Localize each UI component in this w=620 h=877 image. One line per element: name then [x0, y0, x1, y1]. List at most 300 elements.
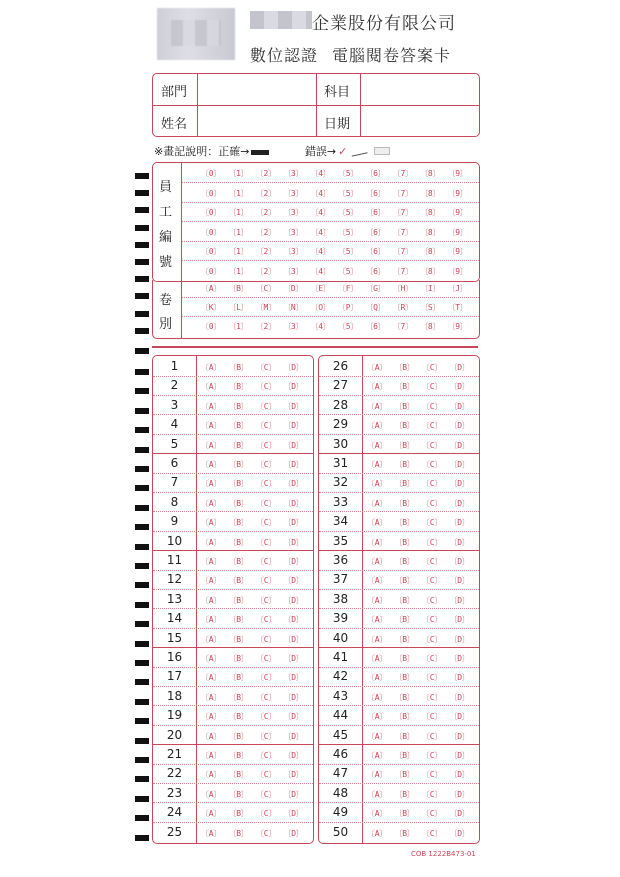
id-bubble-row4-9[interactable]: 〔9〕: [447, 227, 468, 237]
id-bubble-row6-1[interactable]: 〔1〕: [228, 266, 249, 276]
answer-bubble-q1-B[interactable]: 〔B〕: [228, 363, 249, 372]
type-bubble-R-r2[interactable]: 〔R〕: [392, 303, 413, 312]
answer-bubble-q9-A[interactable]: 〔A〕: [201, 518, 221, 528]
answer-bubble-q50-D[interactable]: 〔D〕: [449, 828, 470, 838]
id-bubble-row6-3[interactable]: 〔3〕: [283, 266, 304, 276]
id-bubble-row1-0[interactable]: 〔0〕: [201, 169, 221, 178]
answer-bubble-q7-A[interactable]: 〔A〕: [201, 479, 221, 489]
answer-bubble-q49-C[interactable]: 〔C〕: [422, 809, 442, 819]
answer-bubble-q16-B[interactable]: 〔B〕: [228, 654, 249, 663]
answer-bubble-q8-A[interactable]: 〔A〕: [201, 498, 221, 508]
answer-bubble-q25-B[interactable]: 〔B〕: [228, 828, 249, 838]
answer-bubble-q13-C[interactable]: 〔C〕: [256, 595, 276, 605]
answer-bubble-q39-A[interactable]: 〔A〕: [367, 615, 387, 625]
answer-bubble-q27-C[interactable]: 〔C〕: [422, 382, 442, 392]
answer-bubble-q49-B[interactable]: 〔B〕: [394, 809, 415, 819]
answer-bubble-q34-B[interactable]: 〔B〕: [394, 518, 415, 528]
answer-bubble-q33-D[interactable]: 〔D〕: [449, 498, 470, 508]
type-bubble-6-r3[interactable]: 〔6〕: [365, 322, 386, 331]
answer-bubble-q35-D[interactable]: 〔D〕: [449, 537, 470, 547]
answer-bubble-q13-D[interactable]: 〔D〕: [283, 595, 304, 605]
answer-bubble-q10-C[interactable]: 〔C〕: [256, 537, 276, 547]
answer-bubble-q5-C[interactable]: 〔C〕: [256, 440, 276, 450]
answer-bubble-q30-D[interactable]: 〔D〕: [449, 440, 470, 450]
id-bubble-row5-9[interactable]: 〔9〕: [447, 247, 468, 256]
answer-bubble-q40-A[interactable]: 〔A〕: [367, 634, 387, 644]
answer-bubble-q25-C[interactable]: 〔C〕: [256, 828, 276, 838]
answer-bubble-q38-A[interactable]: 〔A〕: [367, 595, 387, 605]
answer-bubble-q29-A[interactable]: 〔A〕: [367, 421, 387, 431]
answer-bubble-q11-A[interactable]: 〔A〕: [201, 557, 221, 566]
id-bubble-row3-3[interactable]: 〔3〕: [283, 208, 304, 217]
id-bubble-row3-0[interactable]: 〔0〕: [201, 208, 221, 217]
type-bubble-H-r1[interactable]: 〔H〕: [392, 284, 413, 293]
type-bubble-9-r3[interactable]: 〔9〕: [447, 322, 468, 331]
answer-bubble-q19-D[interactable]: 〔D〕: [283, 712, 304, 722]
id-bubble-row4-7[interactable]: 〔7〕: [392, 227, 413, 237]
answer-bubble-q44-D[interactable]: 〔D〕: [449, 712, 470, 722]
id-bubble-row5-5[interactable]: 〔5〕: [338, 247, 358, 256]
answer-bubble-q15-A[interactable]: 〔A〕: [201, 634, 221, 644]
answer-bubble-q36-B[interactable]: 〔B〕: [394, 557, 415, 566]
id-bubble-row1-8[interactable]: 〔8〕: [420, 169, 441, 178]
type-bubble-T-r2[interactable]: 〔T〕: [447, 303, 468, 312]
id-bubble-row1-5[interactable]: 〔5〕: [338, 169, 358, 178]
answer-bubble-q23-A[interactable]: 〔A〕: [201, 789, 221, 799]
answer-bubble-q5-D[interactable]: 〔D〕: [283, 440, 304, 450]
id-bubble-row1-6[interactable]: 〔6〕: [365, 169, 386, 178]
answer-bubble-q21-B[interactable]: 〔B〕: [228, 751, 249, 760]
answer-bubble-q29-B[interactable]: 〔B〕: [394, 421, 415, 431]
type-bubble-G-r1[interactable]: 〔G〕: [365, 284, 386, 293]
type-bubble-D-r1[interactable]: 〔D〕: [283, 284, 304, 293]
answer-bubble-q1-A[interactable]: 〔A〕: [201, 363, 221, 372]
answer-bubble-q8-B[interactable]: 〔B〕: [228, 498, 249, 508]
answer-bubble-q43-B[interactable]: 〔B〕: [394, 692, 415, 702]
answer-bubble-q3-C[interactable]: 〔C〕: [256, 401, 276, 411]
answer-bubble-q22-A[interactable]: 〔A〕: [201, 770, 221, 780]
id-bubble-row6-7[interactable]: 〔7〕: [392, 266, 413, 276]
answer-bubble-q22-D[interactable]: 〔D〕: [283, 770, 304, 780]
type-bubble-B-r1[interactable]: 〔B〕: [228, 284, 249, 293]
answer-bubble-q28-B[interactable]: 〔B〕: [394, 401, 415, 411]
answer-bubble-q20-D[interactable]: 〔D〕: [283, 731, 304, 741]
answer-bubble-q4-B[interactable]: 〔B〕: [228, 421, 249, 431]
answer-bubble-q17-A[interactable]: 〔A〕: [201, 673, 221, 683]
answer-bubble-q26-B[interactable]: 〔B〕: [394, 363, 415, 372]
answer-bubble-q22-B[interactable]: 〔B〕: [228, 770, 249, 780]
id-bubble-row6-2[interactable]: 〔2〕: [255, 266, 276, 276]
answer-bubble-q43-D[interactable]: 〔D〕: [449, 692, 470, 702]
id-bubble-row3-4[interactable]: 〔4〕: [310, 208, 331, 217]
type-bubble-7-r3[interactable]: 〔7〕: [392, 322, 413, 331]
answer-bubble-q50-A[interactable]: 〔A〕: [367, 828, 387, 838]
type-bubble-E-r1[interactable]: 〔E〕: [310, 284, 331, 293]
subject-field[interactable]: [361, 74, 478, 104]
answer-bubble-q39-D[interactable]: 〔D〕: [449, 615, 470, 625]
answer-bubble-q12-A[interactable]: 〔A〕: [201, 576, 221, 586]
answer-bubble-q46-D[interactable]: 〔D〕: [449, 751, 470, 760]
answer-bubble-q36-C[interactable]: 〔C〕: [422, 557, 442, 566]
answer-bubble-q33-A[interactable]: 〔A〕: [367, 498, 387, 508]
answer-bubble-q42-D[interactable]: 〔D〕: [449, 673, 470, 683]
answer-bubble-q4-D[interactable]: 〔D〕: [283, 421, 304, 431]
answer-bubble-q38-C[interactable]: 〔C〕: [422, 595, 442, 605]
answer-bubble-q10-B[interactable]: 〔B〕: [228, 537, 249, 547]
id-bubble-row4-6[interactable]: 〔6〕: [365, 227, 386, 237]
answer-bubble-q30-C[interactable]: 〔C〕: [422, 440, 442, 450]
answer-bubble-q19-A[interactable]: 〔A〕: [201, 712, 221, 722]
id-bubble-row1-9[interactable]: 〔9〕: [447, 169, 468, 178]
answer-bubble-q15-B[interactable]: 〔B〕: [228, 634, 249, 644]
id-bubble-row1-7[interactable]: 〔7〕: [392, 169, 413, 178]
answer-bubble-q47-A[interactable]: 〔A〕: [367, 770, 387, 780]
id-bubble-row6-9[interactable]: 〔9〕: [447, 266, 468, 276]
answer-bubble-q21-D[interactable]: 〔D〕: [283, 751, 304, 760]
answer-bubble-q14-A[interactable]: 〔A〕: [201, 615, 221, 625]
answer-bubble-q12-D[interactable]: 〔D〕: [283, 576, 304, 586]
answer-bubble-q24-D[interactable]: 〔D〕: [283, 809, 304, 819]
id-bubble-row3-2[interactable]: 〔2〕: [255, 208, 276, 217]
name-field[interactable]: [198, 106, 315, 135]
answer-bubble-q40-C[interactable]: 〔C〕: [422, 634, 442, 644]
answer-bubble-q28-D[interactable]: 〔D〕: [449, 401, 470, 411]
answer-bubble-q29-C[interactable]: 〔C〕: [422, 421, 442, 431]
id-bubble-row6-6[interactable]: 〔6〕: [365, 266, 386, 276]
answer-bubble-q11-C[interactable]: 〔C〕: [256, 557, 276, 566]
answer-bubble-q45-A[interactable]: 〔A〕: [367, 731, 387, 741]
answer-bubble-q24-B[interactable]: 〔B〕: [228, 809, 249, 819]
answer-bubble-q45-D[interactable]: 〔D〕: [449, 731, 470, 741]
answer-bubble-q49-D[interactable]: 〔D〕: [449, 809, 470, 819]
answer-bubble-q21-C[interactable]: 〔C〕: [256, 751, 276, 760]
answer-bubble-q37-C[interactable]: 〔C〕: [422, 576, 442, 586]
id-bubble-row1-3[interactable]: 〔3〕: [283, 169, 304, 178]
answer-bubble-q25-D[interactable]: 〔D〕: [283, 828, 304, 838]
answer-bubble-q46-C[interactable]: 〔C〕: [422, 751, 442, 760]
answer-bubble-q27-B[interactable]: 〔B〕: [394, 382, 415, 392]
answer-bubble-q5-B[interactable]: 〔B〕: [228, 440, 249, 450]
answer-bubble-q26-C[interactable]: 〔C〕: [422, 363, 442, 372]
id-bubble-row2-8[interactable]: 〔8〕: [420, 188, 441, 198]
id-bubble-row5-7[interactable]: 〔7〕: [392, 247, 413, 256]
answer-bubble-q36-D[interactable]: 〔D〕: [449, 557, 470, 566]
id-bubble-row4-1[interactable]: 〔1〕: [228, 227, 249, 237]
answer-bubble-q18-C[interactable]: 〔C〕: [256, 692, 276, 702]
answer-bubble-q35-B[interactable]: 〔B〕: [394, 537, 415, 547]
answer-bubble-q1-D[interactable]: 〔D〕: [283, 363, 304, 372]
answer-bubble-q36-A[interactable]: 〔A〕: [367, 557, 387, 566]
answer-bubble-q31-D[interactable]: 〔D〕: [449, 460, 470, 469]
answer-bubble-q48-D[interactable]: 〔D〕: [449, 789, 470, 799]
id-bubble-row2-1[interactable]: 〔1〕: [228, 188, 249, 198]
answer-bubble-q49-A[interactable]: 〔A〕: [367, 809, 387, 819]
answer-bubble-q32-A[interactable]: 〔A〕: [367, 479, 387, 489]
answer-bubble-q17-C[interactable]: 〔C〕: [256, 673, 276, 683]
id-bubble-row3-6[interactable]: 〔6〕: [365, 208, 386, 217]
answer-bubble-q45-C[interactable]: 〔C〕: [422, 731, 442, 741]
answer-bubble-q14-C[interactable]: 〔C〕: [256, 615, 276, 625]
answer-bubble-q28-C[interactable]: 〔C〕: [422, 401, 442, 411]
answer-bubble-q6-B[interactable]: 〔B〕: [228, 460, 249, 469]
answer-bubble-q7-D[interactable]: 〔D〕: [283, 479, 304, 489]
answer-bubble-q1-C[interactable]: 〔C〕: [256, 363, 276, 372]
answer-bubble-q42-A[interactable]: 〔A〕: [367, 673, 387, 683]
answer-bubble-q7-B[interactable]: 〔B〕: [228, 479, 249, 489]
answer-bubble-q18-D[interactable]: 〔D〕: [283, 692, 304, 702]
type-bubble-S-r2[interactable]: 〔S〕: [420, 303, 441, 312]
answer-bubble-q30-B[interactable]: 〔B〕: [394, 440, 415, 450]
answer-bubble-q23-C[interactable]: 〔C〕: [256, 789, 276, 799]
answer-bubble-q2-D[interactable]: 〔D〕: [283, 382, 304, 392]
answer-bubble-q20-C[interactable]: 〔C〕: [256, 731, 276, 741]
type-bubble-4-r3[interactable]: 〔4〕: [310, 322, 331, 331]
answer-bubble-q40-B[interactable]: 〔B〕: [394, 634, 415, 644]
answer-bubble-q47-C[interactable]: 〔C〕: [422, 770, 442, 780]
section-divider: [152, 346, 478, 348]
answer-bubble-q26-A[interactable]: 〔A〕: [367, 363, 387, 372]
answer-bubble-q34-A[interactable]: 〔A〕: [367, 518, 387, 528]
answer-bubble-q8-C[interactable]: 〔C〕: [256, 498, 276, 508]
answer-bubble-q19-C[interactable]: 〔C〕: [256, 712, 276, 722]
id-bubble-row2-7[interactable]: 〔7〕: [392, 188, 413, 198]
answer-bubble-q40-D[interactable]: 〔D〕: [449, 634, 470, 644]
answer-bubble-q9-D[interactable]: 〔D〕: [283, 518, 304, 528]
answer-bubble-q14-B[interactable]: 〔B〕: [228, 615, 249, 625]
answer-bubble-q11-D[interactable]: 〔D〕: [283, 557, 304, 566]
marking-instructions: [154, 143, 390, 159]
type-bubble-M-r2[interactable]: 〔M〕: [255, 303, 276, 312]
answer-bubble-q5-A[interactable]: 〔A〕: [201, 440, 221, 450]
type-bubble-F-r1[interactable]: 〔F〕: [338, 284, 358, 293]
id-bubble-row6-4[interactable]: 〔4〕: [310, 266, 331, 276]
answer-bubble-q45-B[interactable]: 〔B〕: [394, 731, 415, 741]
id-bubble-row5-4[interactable]: 〔4〕: [310, 247, 331, 256]
answer-bubble-q44-B[interactable]: 〔B〕: [394, 712, 415, 722]
answer-bubble-q31-C[interactable]: 〔C〕: [422, 460, 442, 469]
id-bubble-row3-8[interactable]: 〔8〕: [420, 208, 441, 217]
answer-bubble-q47-D[interactable]: 〔D〕: [449, 770, 470, 780]
answer-bubble-q22-C[interactable]: 〔C〕: [256, 770, 276, 780]
id-bubble-row4-2[interactable]: 〔2〕: [255, 227, 276, 237]
answer-bubble-q34-D[interactable]: 〔D〕: [449, 518, 470, 528]
answer-bubble-q10-D[interactable]: 〔D〕: [283, 537, 304, 547]
answer-bubble-q23-B[interactable]: 〔B〕: [228, 789, 249, 799]
id-bubble-row5-6[interactable]: 〔6〕: [365, 247, 386, 256]
answer-bubble-q47-B[interactable]: 〔B〕: [394, 770, 415, 780]
id-bubble-row2-4[interactable]: 〔4〕: [310, 188, 331, 198]
answer-bubble-q17-D[interactable]: 〔D〕: [283, 673, 304, 683]
answer-bubble-q15-D[interactable]: 〔D〕: [283, 634, 304, 644]
answer-bubble-q13-A[interactable]: 〔A〕: [201, 595, 221, 605]
id-bubble-row2-6[interactable]: 〔6〕: [365, 188, 386, 198]
type-bubble-O-r2[interactable]: 〔O〕: [310, 303, 331, 312]
answer-bubble-q12-C[interactable]: 〔C〕: [256, 576, 276, 586]
answer-bubble-q42-B[interactable]: 〔B〕: [394, 673, 415, 683]
id-bubble-row3-1[interactable]: 〔1〕: [228, 208, 249, 217]
answer-bubble-q12-B[interactable]: 〔B〕: [228, 576, 249, 586]
id-bubble-row4-0[interactable]: 〔0〕: [201, 227, 221, 237]
answer-bubble-q6-A[interactable]: 〔A〕: [201, 460, 221, 469]
answer-bubble-q16-C[interactable]: 〔C〕: [256, 654, 276, 663]
id-bubble-row2-2[interactable]: 〔2〕: [255, 188, 276, 198]
answer-bubble-q48-A[interactable]: 〔A〕: [367, 789, 387, 799]
answer-bubble-q33-B[interactable]: 〔B〕: [394, 498, 415, 508]
id-bubble-row2-5[interactable]: 〔5〕: [338, 188, 358, 198]
answer-bubble-q39-C[interactable]: 〔C〕: [422, 615, 442, 625]
answer-bubble-q37-A[interactable]: 〔A〕: [367, 576, 387, 586]
type-bubble-P-r2[interactable]: 〔P〕: [338, 303, 358, 312]
answer-bubble-q2-A[interactable]: 〔A〕: [201, 382, 221, 392]
answer-bubble-q44-C[interactable]: 〔C〕: [422, 712, 442, 722]
answer-bubble-q50-B[interactable]: 〔B〕: [394, 828, 415, 838]
answer-bubble-q27-A[interactable]: 〔A〕: [367, 382, 387, 392]
type-bubble-0-r3[interactable]: 〔0〕: [201, 322, 221, 331]
answer-bubble-q41-D[interactable]: 〔D〕: [449, 654, 470, 663]
answer-bubble-q13-B[interactable]: 〔B〕: [228, 595, 249, 605]
row-separator: [319, 667, 479, 669]
answer-bubble-q37-B[interactable]: 〔B〕: [394, 576, 415, 586]
answer-bubble-q38-D[interactable]: 〔D〕: [449, 595, 470, 605]
date-field[interactable]: [361, 106, 478, 135]
id-bubble-row3-5[interactable]: 〔5〕: [338, 208, 358, 217]
answer-bubble-q48-B[interactable]: 〔B〕: [394, 789, 415, 799]
id-bubble-row3-7[interactable]: 〔7〕: [392, 208, 413, 217]
answer-bubble-q43-A[interactable]: 〔A〕: [367, 692, 387, 702]
answer-bubble-q39-B[interactable]: 〔B〕: [394, 615, 415, 625]
answer-bubble-q2-C[interactable]: 〔C〕: [256, 382, 276, 392]
answer-bubble-q6-C[interactable]: 〔C〕: [256, 460, 276, 469]
answer-bubble-q46-B[interactable]: 〔B〕: [394, 751, 415, 760]
answer-bubble-q20-A[interactable]: 〔A〕: [201, 731, 221, 741]
answer-bubble-q27-D[interactable]: 〔D〕: [449, 382, 470, 392]
answer-bubble-q2-B[interactable]: 〔B〕: [228, 382, 249, 392]
answer-bubble-q41-C[interactable]: 〔C〕: [422, 654, 442, 663]
answer-bubble-q19-B[interactable]: 〔B〕: [228, 712, 249, 722]
answer-bubble-q46-A[interactable]: 〔A〕: [367, 751, 387, 760]
id-bubble-row1-1[interactable]: 〔1〕: [228, 169, 249, 178]
type-bubble-2-r3[interactable]: 〔2〕: [255, 322, 276, 331]
answer-bubble-q41-A[interactable]: 〔A〕: [367, 654, 387, 663]
answer-bubble-q42-C[interactable]: 〔C〕: [422, 673, 442, 683]
type-char-1: 卷: [159, 293, 173, 308]
answer-bubble-q10-A[interactable]: 〔A〕: [201, 537, 221, 547]
id-bubble-row2-0[interactable]: 〔0〕: [201, 188, 221, 198]
type-bubble-C-r1[interactable]: 〔C〕: [255, 284, 276, 293]
type-bubble-A-r1[interactable]: 〔A〕: [201, 284, 221, 293]
type-bubble-I-r1[interactable]: 〔I〕: [420, 284, 441, 293]
answer-bubble-q14-D[interactable]: 〔D〕: [283, 615, 304, 625]
id-bubble-row1-4[interactable]: 〔4〕: [310, 169, 331, 178]
answer-bubble-q16-D[interactable]: 〔D〕: [283, 654, 304, 663]
id-bubble-row3-9[interactable]: 〔9〕: [447, 208, 468, 217]
answer-bubble-q3-B[interactable]: 〔B〕: [228, 401, 249, 411]
id-bubble-row6-0[interactable]: 〔0〕: [201, 266, 221, 276]
type-bubble-5-r3[interactable]: 〔5〕: [338, 322, 358, 331]
id-bubble-row4-3[interactable]: 〔3〕: [283, 227, 304, 237]
id-bubble-row2-9[interactable]: 〔9〕: [447, 188, 468, 198]
id-bubble-row1-2[interactable]: 〔2〕: [255, 169, 276, 178]
answer-bubble-q48-C[interactable]: 〔C〕: [422, 789, 442, 799]
type-bubble-N-r2[interactable]: 〔N〕: [283, 303, 304, 312]
answer-bubble-q9-C[interactable]: 〔C〕: [256, 518, 276, 528]
answer-bubble-q17-B[interactable]: 〔B〕: [228, 673, 249, 683]
answer-bubble-q20-B[interactable]: 〔B〕: [228, 731, 249, 741]
id-bubble-row2-3[interactable]: 〔3〕: [283, 188, 304, 198]
answer-bubble-q30-A[interactable]: 〔A〕: [367, 440, 387, 450]
answer-bubble-q4-A[interactable]: 〔A〕: [201, 421, 221, 431]
answer-bubble-q3-A[interactable]: 〔A〕: [201, 401, 221, 411]
answer-bubble-q50-C[interactable]: 〔C〕: [422, 828, 442, 838]
answer-bubble-q24-A[interactable]: 〔A〕: [201, 809, 221, 819]
type-bubble-Q-r2[interactable]: 〔Q〕: [365, 303, 386, 312]
answer-bubble-q31-B[interactable]: 〔B〕: [394, 460, 415, 469]
answer-bubble-q18-A[interactable]: 〔A〕: [201, 692, 221, 702]
type-bubble-J-r1[interactable]: 〔J〕: [447, 284, 468, 293]
type-bubble-8-r3[interactable]: 〔8〕: [420, 322, 441, 331]
answer-bubble-q25-A[interactable]: 〔A〕: [201, 828, 221, 838]
answer-bubble-q32-C[interactable]: 〔C〕: [422, 479, 442, 489]
answer-bubble-q34-C[interactable]: 〔C〕: [422, 518, 442, 528]
answer-bubble-q23-D[interactable]: 〔D〕: [283, 789, 304, 799]
answer-bubble-q4-C[interactable]: 〔C〕: [256, 421, 276, 431]
answer-bubble-q9-B[interactable]: 〔B〕: [228, 518, 249, 528]
type-bubble-L-r2[interactable]: 〔L〕: [228, 303, 249, 312]
answer-bubble-q38-B[interactable]: 〔B〕: [394, 595, 415, 605]
answer-bubble-q31-A[interactable]: 〔A〕: [367, 460, 387, 469]
answer-bubble-q7-C[interactable]: 〔C〕: [256, 479, 276, 489]
answer-bubble-q32-B[interactable]: 〔B〕: [394, 479, 415, 489]
answer-bubble-q41-B[interactable]: 〔B〕: [394, 654, 415, 663]
answer-bubble-q3-D[interactable]: 〔D〕: [283, 401, 304, 411]
answer-bubble-q18-B[interactable]: 〔B〕: [228, 692, 249, 702]
answer-bubble-q29-D[interactable]: 〔D〕: [449, 421, 470, 431]
answer-bubble-q26-D[interactable]: 〔D〕: [449, 363, 470, 372]
id-bubble-row5-1[interactable]: 〔1〕: [228, 247, 249, 256]
answer-bubble-q37-D[interactable]: 〔D〕: [449, 576, 470, 586]
row-separator: [319, 473, 479, 475]
type-bubble-K-r2[interactable]: 〔K〕: [201, 303, 221, 312]
id-bubble-row5-3[interactable]: 〔3〕: [283, 247, 304, 256]
answer-bubble-q43-C[interactable]: 〔C〕: [422, 692, 442, 702]
type-bubble-1-r3[interactable]: 〔1〕: [228, 322, 249, 331]
answer-bubble-q6-D[interactable]: 〔D〕: [283, 460, 304, 469]
answer-bubble-q28-A[interactable]: 〔A〕: [367, 401, 387, 411]
answer-bubble-q21-A[interactable]: 〔A〕: [201, 751, 221, 760]
answer-bubble-q16-A[interactable]: 〔A〕: [201, 654, 221, 663]
id-bubble-row5-8[interactable]: 〔8〕: [420, 247, 441, 256]
answer-bubble-q35-A[interactable]: 〔A〕: [367, 537, 387, 547]
answer-bubble-q33-C[interactable]: 〔C〕: [422, 498, 442, 508]
id-bubble-row4-8[interactable]: 〔8〕: [420, 227, 441, 237]
answer-bubble-q32-D[interactable]: 〔D〕: [449, 479, 470, 489]
row-separator: [153, 589, 313, 591]
answer-bubble-q8-D[interactable]: 〔D〕: [283, 498, 304, 508]
id-bubble-row4-5[interactable]: 〔5〕: [338, 227, 358, 237]
id-bubble-row5-0[interactable]: 〔0〕: [201, 247, 221, 256]
id-bubble-row4-4[interactable]: 〔4〕: [310, 227, 331, 237]
id-bubble-row5-2[interactable]: 〔2〕: [255, 247, 276, 256]
type-bubble-3-r3[interactable]: 〔3〕: [283, 322, 304, 331]
answer-bubble-q11-B[interactable]: 〔B〕: [228, 557, 249, 566]
answer-bubble-q44-A[interactable]: 〔A〕: [367, 712, 387, 722]
answer-bubble-q15-C[interactable]: 〔C〕: [256, 634, 276, 644]
answer-bubble-q24-C[interactable]: 〔C〕: [256, 809, 276, 819]
id-bubble-row6-5[interactable]: 〔5〕: [338, 266, 358, 276]
id-bubble-row6-8[interactable]: 〔8〕: [420, 266, 441, 276]
dept-field[interactable]: [198, 74, 315, 104]
answer-bubble-q35-C[interactable]: 〔C〕: [422, 537, 442, 547]
